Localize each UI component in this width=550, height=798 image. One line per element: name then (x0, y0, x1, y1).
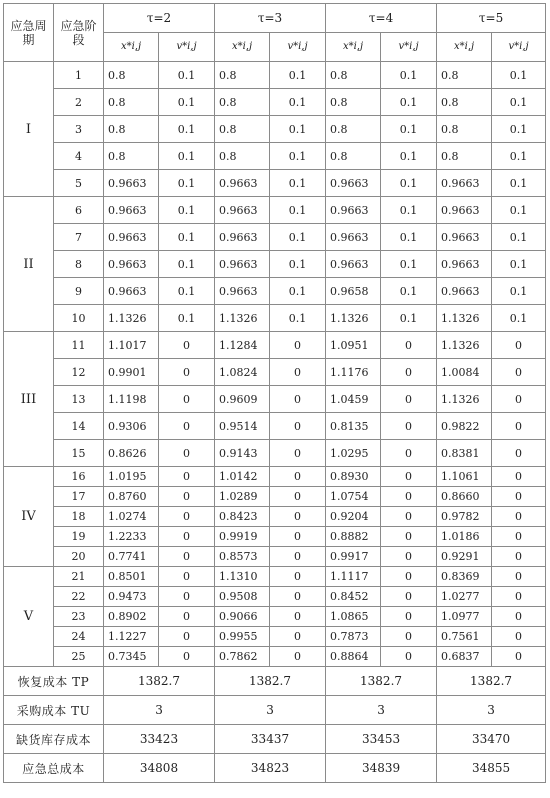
x-value-cell: 0.8864 (326, 647, 381, 667)
stage-cell: 5 (54, 170, 104, 197)
x-value-cell: 1.1326 (437, 386, 492, 413)
summary-row (4, 754, 546, 783)
x-value-cell: 1.0277 (437, 587, 492, 607)
x-value-cell: 0.8 (437, 62, 492, 89)
x-value-cell: 1.0459 (326, 386, 381, 413)
x-value-cell: 1.0295 (326, 440, 381, 467)
v-value-cell: 0 (159, 527, 215, 547)
x-value-cell: 0.7345 (104, 647, 159, 667)
v-value-cell: 0 (381, 567, 437, 587)
v-value-cell: 0 (159, 507, 215, 527)
x-value-cell: 0.9508 (215, 587, 270, 607)
x-value-cell: 0.6837 (437, 647, 492, 667)
x-value-cell: 0.9663 (326, 197, 381, 224)
v-value-cell: 0.1 (270, 143, 326, 170)
v-value-cell: 0 (270, 547, 326, 567)
x-value-cell: 0.9917 (326, 547, 381, 567)
x-value-cell: 0.9663 (104, 278, 159, 305)
v-value-cell: 0.1 (270, 89, 326, 116)
v-value-cell: 0.1 (492, 62, 546, 89)
x-value-cell: 0.8135 (326, 413, 381, 440)
x-column-header: x*i,j (437, 33, 492, 62)
stage-cell: 25 (54, 647, 104, 667)
period-cell: II (4, 197, 54, 332)
x-value-cell: 0.9306 (104, 413, 159, 440)
v-value-cell: 0.1 (381, 224, 437, 251)
stage-cell: 13 (54, 386, 104, 413)
v-value-cell: 0 (270, 527, 326, 547)
v-value-cell: 0.1 (270, 62, 326, 89)
x-value-cell: 0.9663 (326, 224, 381, 251)
v-value-cell: 0 (381, 332, 437, 359)
x-value-cell: 1.0195 (104, 467, 159, 487)
stage-cell: 23 (54, 607, 104, 627)
summary-label: 应急总成本 (4, 754, 104, 783)
summary-value: 3 (326, 696, 437, 725)
x-value-cell: 1.1117 (326, 567, 381, 587)
stage-cell: 3 (54, 116, 104, 143)
v-value-cell: 0 (159, 440, 215, 467)
x-value-cell: 0.9204 (326, 507, 381, 527)
summary-value: 33437 (215, 725, 326, 754)
v-value-cell: 0 (492, 527, 546, 547)
table-row (4, 440, 546, 467)
v-value-cell: 0 (492, 567, 546, 587)
stage-cell: 9 (54, 278, 104, 305)
summary-value: 33423 (104, 725, 215, 754)
x-value-cell: 1.0977 (437, 607, 492, 627)
x-value-cell: 0.8 (104, 116, 159, 143)
x-value-cell: 0.8381 (437, 440, 492, 467)
x-value-cell: 1.1310 (215, 567, 270, 587)
v-value-cell: 0.1 (270, 224, 326, 251)
x-value-cell: 0.8 (104, 89, 159, 116)
v-value-cell: 0 (159, 647, 215, 667)
v-value-cell: 0.1 (159, 62, 215, 89)
v-column-header: v*i,j (492, 33, 546, 62)
stage-cell: 1 (54, 62, 104, 89)
x-value-cell: 0.8 (326, 62, 381, 89)
summary-value: 1382.7 (215, 667, 326, 696)
x-value-cell: 0.8501 (104, 567, 159, 587)
x-value-cell: 0.8626 (104, 440, 159, 467)
x-value-cell: 0.7561 (437, 627, 492, 647)
stage-cell: 18 (54, 507, 104, 527)
v-value-cell: 0 (159, 627, 215, 647)
stage-cell: 14 (54, 413, 104, 440)
stage-cell: 6 (54, 197, 104, 224)
table-row (4, 647, 546, 667)
v-value-cell: 0.1 (381, 116, 437, 143)
v-value-cell: 0.1 (159, 197, 215, 224)
x-value-cell: 0.8760 (104, 487, 159, 507)
stage-cell: 10 (54, 305, 104, 332)
v-value-cell: 0.1 (381, 278, 437, 305)
stage-cell: 7 (54, 224, 104, 251)
x-value-cell: 0.9473 (104, 587, 159, 607)
table-row (4, 607, 546, 627)
x-value-cell: 0.9663 (215, 224, 270, 251)
x-value-cell: 0.7873 (326, 627, 381, 647)
x-value-cell: 0.8452 (326, 587, 381, 607)
x-value-cell: 0.9663 (437, 170, 492, 197)
v-value-cell: 0.1 (270, 197, 326, 224)
v-value-cell: 0 (381, 467, 437, 487)
v-value-cell: 0 (492, 507, 546, 527)
v-column-header: v*i,j (270, 33, 326, 62)
v-value-cell: 0 (270, 467, 326, 487)
v-value-cell: 0.1 (492, 197, 546, 224)
v-value-cell: 0.1 (159, 89, 215, 116)
v-value-cell: 0 (159, 386, 215, 413)
tau-group-header: τ=4 (326, 4, 437, 33)
summary-row (4, 725, 546, 754)
period-cell: IV (4, 467, 54, 567)
table-row (4, 627, 546, 647)
v-value-cell: 0 (492, 547, 546, 567)
v-value-cell: 0 (381, 413, 437, 440)
v-value-cell: 0.1 (270, 251, 326, 278)
v-value-cell: 0 (270, 386, 326, 413)
v-value-cell: 0 (492, 647, 546, 667)
v-value-cell: 0 (159, 487, 215, 507)
v-value-cell: 0.1 (492, 170, 546, 197)
x-value-cell: 1.1326 (326, 305, 381, 332)
v-value-cell: 0.1 (492, 116, 546, 143)
x-value-cell: 0.8 (215, 62, 270, 89)
v-value-cell: 0.1 (492, 305, 546, 332)
x-value-cell: 0.9822 (437, 413, 492, 440)
summary-value: 1382.7 (104, 667, 215, 696)
cycle-header: 应急周期 (4, 4, 54, 62)
x-value-cell: 0.9955 (215, 627, 270, 647)
v-value-cell: 0 (492, 440, 546, 467)
v-value-cell: 0 (270, 587, 326, 607)
x-value-cell: 0.8 (326, 143, 381, 170)
x-value-cell: 0.8423 (215, 507, 270, 527)
summary-row (4, 696, 546, 725)
v-value-cell: 0 (381, 627, 437, 647)
x-value-cell: 0.9663 (326, 251, 381, 278)
v-value-cell: 0.1 (492, 89, 546, 116)
v-value-cell: 0.1 (159, 278, 215, 305)
stage-cell: 20 (54, 547, 104, 567)
stage-cell: 22 (54, 587, 104, 607)
v-value-cell: 0 (492, 487, 546, 507)
period-cell: III (4, 332, 54, 467)
summary-label: 缺货库存成本 (4, 725, 104, 754)
x-value-cell: 1.0274 (104, 507, 159, 527)
v-value-cell: 0 (159, 332, 215, 359)
v-value-cell: 0 (381, 487, 437, 507)
table-row (4, 305, 546, 332)
summary-value: 1382.7 (437, 667, 546, 696)
summary-value: 33453 (326, 725, 437, 754)
x-value-cell: 0.8 (104, 143, 159, 170)
table-row (4, 467, 546, 487)
summary-value: 34855 (437, 754, 546, 783)
summary-label: 采购成本 TU (4, 696, 104, 725)
v-value-cell: 0 (381, 359, 437, 386)
stage-cell: 21 (54, 567, 104, 587)
table-row (4, 170, 546, 197)
x-column-header: x*i,j (326, 33, 381, 62)
x-value-cell: 0.9663 (104, 251, 159, 278)
table-row (4, 547, 546, 567)
tau-group-header: τ=5 (437, 4, 546, 33)
v-value-cell: 0 (159, 587, 215, 607)
v-value-cell: 0.1 (492, 278, 546, 305)
x-value-cell: 0.9658 (326, 278, 381, 305)
x-column-header: x*i,j (104, 33, 159, 62)
x-value-cell: 0.8 (437, 89, 492, 116)
x-value-cell: 1.0084 (437, 359, 492, 386)
v-value-cell: 0 (270, 440, 326, 467)
v-value-cell: 0 (159, 547, 215, 567)
table-row (4, 507, 546, 527)
v-value-cell: 0 (492, 467, 546, 487)
v-value-cell: 0.1 (381, 197, 437, 224)
summary-value: 34823 (215, 754, 326, 783)
x-value-cell: 0.9901 (104, 359, 159, 386)
x-value-cell: 0.8 (326, 89, 381, 116)
x-value-cell: 0.9919 (215, 527, 270, 547)
x-value-cell: 0.8902 (104, 607, 159, 627)
x-value-cell: 1.1326 (215, 305, 270, 332)
table-row (4, 587, 546, 607)
stage-cell: 16 (54, 467, 104, 487)
table-row (4, 278, 546, 305)
x-value-cell: 0.8930 (326, 467, 381, 487)
x-value-cell: 0.8 (215, 116, 270, 143)
v-value-cell: 0 (492, 332, 546, 359)
x-value-cell: 1.0289 (215, 487, 270, 507)
x-value-cell: 0.9663 (104, 224, 159, 251)
v-value-cell: 0 (381, 386, 437, 413)
period-cell: I (4, 62, 54, 197)
summary-row (4, 667, 546, 696)
v-value-cell: 0 (270, 627, 326, 647)
v-value-cell: 0.1 (381, 251, 437, 278)
v-value-cell: 0.1 (159, 170, 215, 197)
stage-cell: 15 (54, 440, 104, 467)
summary-value: 3 (104, 696, 215, 725)
x-value-cell: 0.9066 (215, 607, 270, 627)
summary-value: 34839 (326, 754, 437, 783)
v-value-cell: 0 (159, 567, 215, 587)
x-value-cell: 1.1326 (437, 305, 492, 332)
v-value-cell: 0.1 (270, 170, 326, 197)
stage-cell: 4 (54, 143, 104, 170)
x-value-cell: 0.8369 (437, 567, 492, 587)
x-value-cell: 1.1227 (104, 627, 159, 647)
x-value-cell: 1.0142 (215, 467, 270, 487)
v-column-header: v*i,j (159, 33, 215, 62)
table-row (4, 487, 546, 507)
table-row (4, 224, 546, 251)
x-value-cell: 1.1326 (104, 305, 159, 332)
v-value-cell: 0 (270, 567, 326, 587)
v-value-cell: 0 (270, 607, 326, 627)
x-value-cell: 0.8882 (326, 527, 381, 547)
v-value-cell: 0 (492, 607, 546, 627)
v-value-cell: 0.1 (381, 89, 437, 116)
v-value-cell: 0.1 (159, 143, 215, 170)
table-row (4, 62, 546, 89)
summary-value: 1382.7 (326, 667, 437, 696)
x-value-cell: 1.1017 (104, 332, 159, 359)
x-value-cell: 0.9663 (326, 170, 381, 197)
v-value-cell: 0.1 (159, 251, 215, 278)
table-row (4, 413, 546, 440)
x-value-cell: 1.2233 (104, 527, 159, 547)
table-row (4, 89, 546, 116)
v-value-cell: 0 (270, 507, 326, 527)
x-value-cell: 0.7862 (215, 647, 270, 667)
v-value-cell: 0 (159, 467, 215, 487)
v-value-cell: 0 (381, 507, 437, 527)
v-value-cell: 0 (381, 607, 437, 627)
summary-value: 3 (215, 696, 326, 725)
v-value-cell: 0 (492, 359, 546, 386)
v-value-cell: 0.1 (492, 143, 546, 170)
header-row-groups (4, 4, 546, 33)
v-value-cell: 0.1 (270, 305, 326, 332)
v-value-cell: 0.1 (492, 251, 546, 278)
v-value-cell: 0.1 (381, 305, 437, 332)
x-value-cell: 0.9663 (437, 251, 492, 278)
x-column-header: x*i,j (215, 33, 270, 62)
x-value-cell: 1.1198 (104, 386, 159, 413)
summary-value: 33470 (437, 725, 546, 754)
v-value-cell: 0 (270, 332, 326, 359)
v-value-cell: 0 (381, 647, 437, 667)
table-row (4, 116, 546, 143)
results-table (3, 3, 546, 783)
v-value-cell: 0 (159, 607, 215, 627)
v-value-cell: 0 (492, 587, 546, 607)
x-value-cell: 0.9663 (437, 197, 492, 224)
table-row (4, 251, 546, 278)
x-value-cell: 0.8573 (215, 547, 270, 567)
v-value-cell: 0 (381, 440, 437, 467)
x-value-cell: 0.9782 (437, 507, 492, 527)
period-cell: V (4, 567, 54, 667)
x-value-cell: 0.9663 (104, 170, 159, 197)
v-value-cell: 0 (492, 386, 546, 413)
stage-cell: 24 (54, 627, 104, 647)
v-value-cell: 0 (159, 359, 215, 386)
x-value-cell: 1.1326 (437, 332, 492, 359)
x-value-cell: 0.8 (326, 116, 381, 143)
x-value-cell: 0.9663 (437, 224, 492, 251)
x-value-cell: 0.8660 (437, 487, 492, 507)
x-value-cell: 0.9663 (437, 278, 492, 305)
x-value-cell: 0.7741 (104, 547, 159, 567)
x-value-cell: 0.9663 (215, 251, 270, 278)
tau-group-header: τ=3 (215, 4, 326, 33)
stage-cell: 12 (54, 359, 104, 386)
v-value-cell: 0.1 (381, 170, 437, 197)
x-value-cell: 0.9663 (104, 197, 159, 224)
v-value-cell: 0.1 (381, 62, 437, 89)
stage-cell: 19 (54, 527, 104, 547)
v-value-cell: 0.1 (381, 143, 437, 170)
x-value-cell: 1.0754 (326, 487, 381, 507)
x-value-cell: 0.8 (104, 62, 159, 89)
v-value-cell: 0 (381, 547, 437, 567)
x-value-cell: 0.8 (215, 89, 270, 116)
table-row (4, 386, 546, 413)
v-value-cell: 0 (159, 413, 215, 440)
x-value-cell: 0.9663 (215, 278, 270, 305)
v-value-cell: 0.1 (492, 224, 546, 251)
v-value-cell: 0 (270, 359, 326, 386)
v-value-cell: 0 (270, 487, 326, 507)
x-value-cell: 1.0186 (437, 527, 492, 547)
v-value-cell: 0.1 (270, 116, 326, 143)
v-column-header: v*i,j (381, 33, 437, 62)
x-value-cell: 1.0824 (215, 359, 270, 386)
x-value-cell: 0.8 (437, 116, 492, 143)
x-value-cell: 1.1284 (215, 332, 270, 359)
v-value-cell: 0 (381, 587, 437, 607)
table-row (4, 332, 546, 359)
x-value-cell: 0.9609 (215, 386, 270, 413)
stage-header: 应急阶段 (54, 4, 104, 62)
table-row (4, 527, 546, 547)
table-row (4, 359, 546, 386)
x-value-cell: 0.9143 (215, 440, 270, 467)
v-value-cell: 0 (270, 413, 326, 440)
x-value-cell: 0.9663 (215, 170, 270, 197)
tau-group-header: τ=2 (104, 4, 215, 33)
x-value-cell: 0.9291 (437, 547, 492, 567)
summary-label: 恢复成本 TP (4, 667, 104, 696)
v-value-cell: 0.1 (159, 305, 215, 332)
x-value-cell: 1.1061 (437, 467, 492, 487)
summary-value: 3 (437, 696, 546, 725)
v-value-cell: 0 (381, 527, 437, 547)
x-value-cell: 0.9663 (215, 197, 270, 224)
table-row (4, 567, 546, 587)
x-value-cell: 1.0865 (326, 607, 381, 627)
stage-cell: 2 (54, 89, 104, 116)
x-value-cell: 0.9514 (215, 413, 270, 440)
v-value-cell: 0.1 (159, 224, 215, 251)
x-value-cell: 1.1176 (326, 359, 381, 386)
v-value-cell: 0 (492, 413, 546, 440)
stage-cell: 11 (54, 332, 104, 359)
x-value-cell: 1.0951 (326, 332, 381, 359)
summary-body (4, 667, 546, 783)
table-row (4, 143, 546, 170)
x-value-cell: 0.8 (437, 143, 492, 170)
v-value-cell: 0 (270, 647, 326, 667)
v-value-cell: 0.1 (159, 116, 215, 143)
v-value-cell: 0.1 (270, 278, 326, 305)
stage-cell: 17 (54, 487, 104, 507)
table-row (4, 197, 546, 224)
table-body (4, 62, 546, 667)
x-value-cell: 0.8 (215, 143, 270, 170)
v-value-cell: 0 (492, 627, 546, 647)
summary-value: 34808 (104, 754, 215, 783)
stage-cell: 8 (54, 251, 104, 278)
